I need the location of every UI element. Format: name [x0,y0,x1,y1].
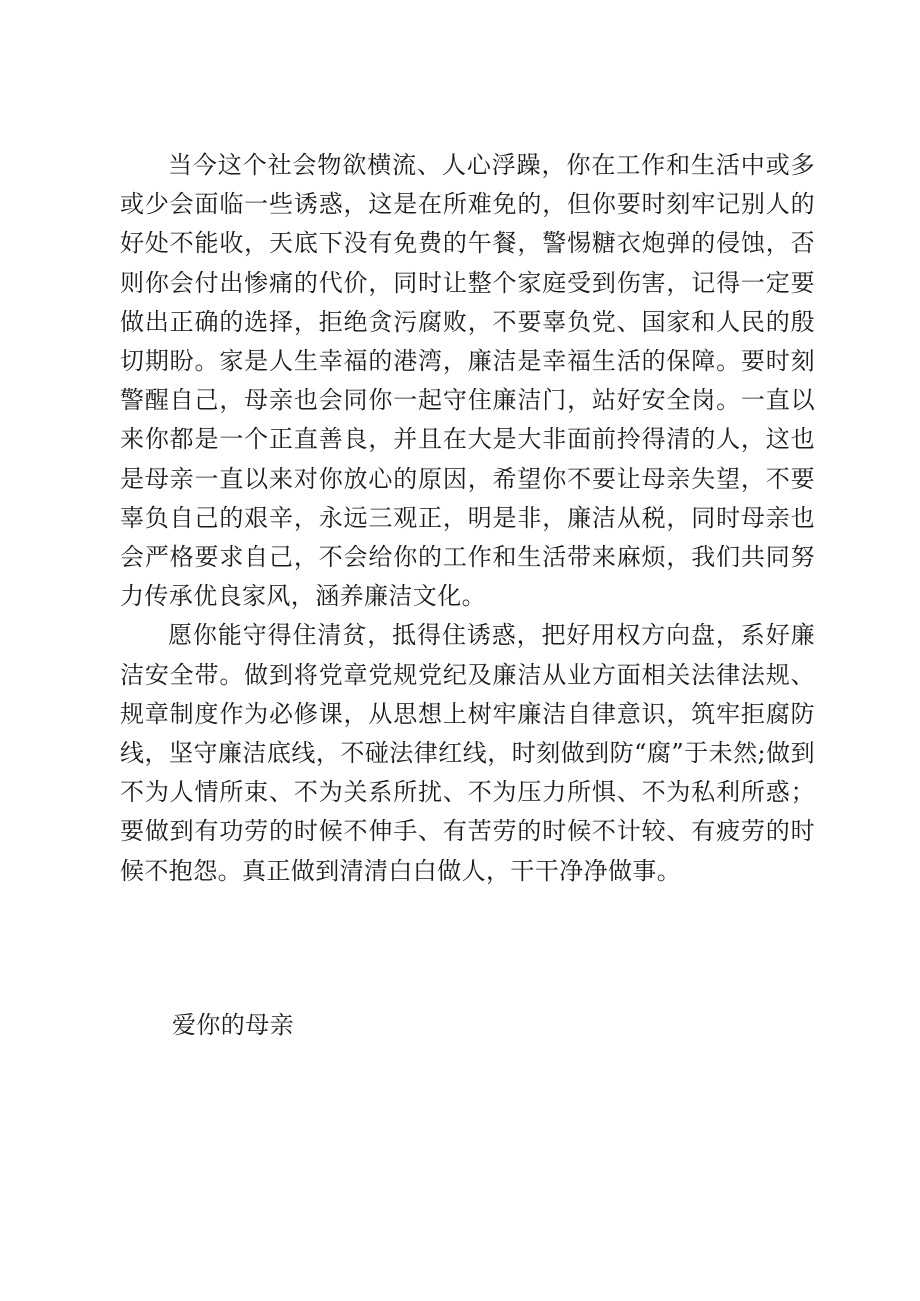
signature-line: 爱你的母亲 [172,1011,294,1039]
letter-body [120,146,815,891]
paragraph-2: 愿你能守得住清贫，抵得住诱惑，把好用权方向盘，系好廉洁安全带。做到将党章党规党纪及廉洁从业方面相关法律法规、规章制度作为必修课，从思想上树牢廉洁自律意识，筑牢拒腐防线，坚守廉洁底线，不碰法律红线，时刻做到防“腐”于未然;做到不为人情所束、不为关系所扰、不为压力所惧、不为私利所惑；要做到有功劳的时候不伸手、有苦劳的时候不计较、有疲劳的时候不抱怨。真正做到清清白白做人，干干净净做事。 [120,621,815,885]
paragraph-1: 当今这个社会物欲横流、人心浮躁，你在工作和生活中或多或少会面临一些诱惑，这是在所难免的，但你要时刻牢记别人的好处不能收，天底下没有免费的午餐，警惕糖衣炮弹的侵蚀，否则你会付出惨痛的代价，同时让整个家庭受到伤害，记得一定要做出正确的选择，拒绝贪污腐败，不要辜负党、国家和人民的殷切期盼。家是人生幸福的港湾，廉洁是幸福生活的保障。要时刻警醒自己，母亲也会同你一起守住廉洁门，站好安全岗。一直以来你都是一个正直善良，并且在大是大非面前拎得清的人，这也是母亲一直以来对你放心的原因，希望你不要让母亲失望，不要辜负自己的艰辛，永远三观正，明是非，廉洁从税，同时母亲也会严格要求自己，不会给你的工作和生活带来麻烦，我们共同努力传承优良家风，涵养廉洁文化。 [120,151,815,611]
